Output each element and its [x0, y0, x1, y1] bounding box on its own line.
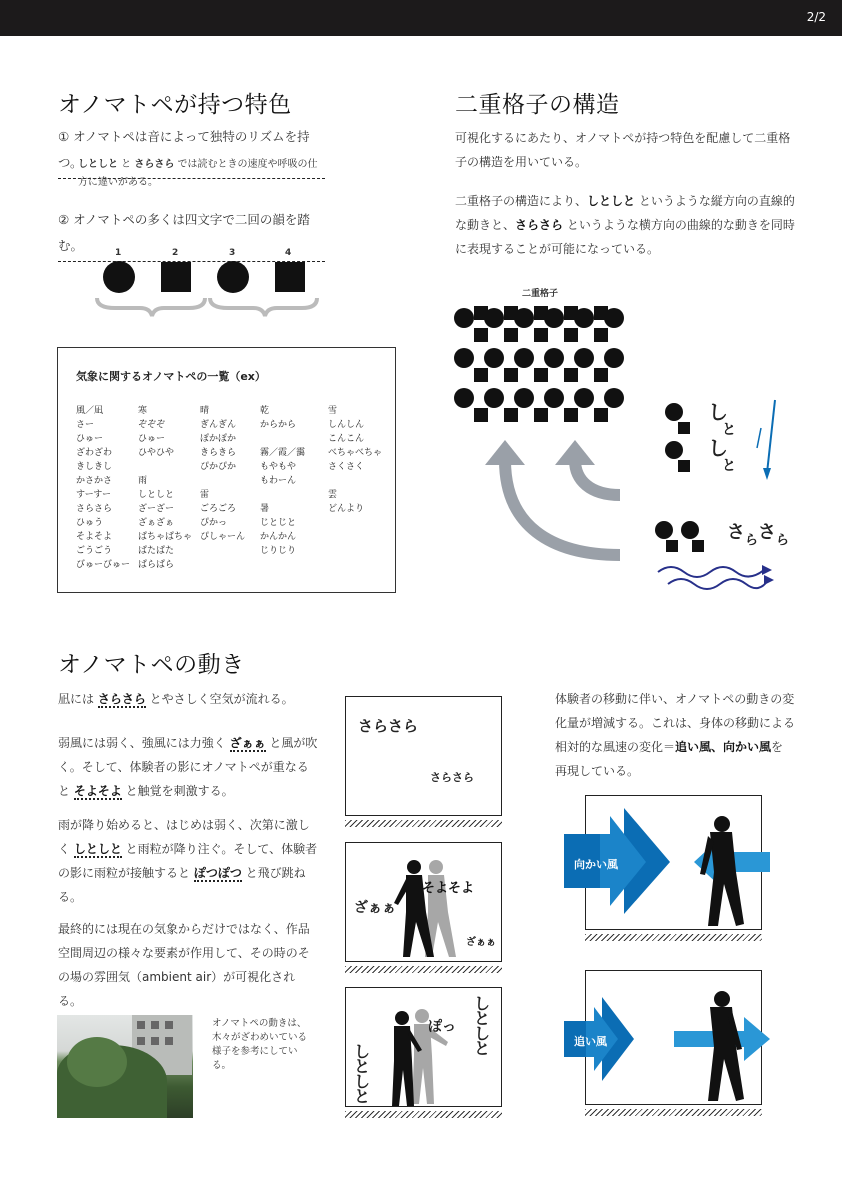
- list-cell: もやもや: [260, 462, 297, 472]
- list-cell: 寒: [138, 406, 148, 416]
- trees-photo: [57, 1015, 193, 1118]
- vertical-motif-icon: [660, 400, 700, 480]
- glyph: さ: [758, 522, 777, 543]
- scene-frame-1: [345, 696, 502, 816]
- para-text: 凪には: [58, 692, 98, 706]
- list-column-dry: [260, 404, 305, 558]
- frame1-word-1: さらさら: [358, 717, 419, 735]
- rain-lines-icon: [755, 398, 785, 483]
- list-cell: ぽかぽか: [200, 434, 237, 444]
- onomatopoeia-list-box: [57, 347, 396, 593]
- list-cell: さらさら: [76, 504, 113, 514]
- rhythm-diagram: [95, 244, 325, 324]
- list-cell: ざわざわ: [76, 448, 113, 458]
- shitoshito-word: しとしと: [587, 194, 636, 208]
- section2-para2: [455, 189, 795, 261]
- rhythm-number-3: 3: [229, 248, 236, 258]
- glyph: ら: [776, 533, 790, 548]
- list-cell: ぱたぱた: [138, 546, 175, 556]
- tailwind-frame: [574, 970, 762, 1105]
- ground-hatch: [345, 820, 502, 827]
- para-text: と風が吹く。そして、体験者の影にオノマトペが重なると: [58, 736, 318, 798]
- section3-para3: [58, 813, 318, 909]
- list-cell: ごうごう: [76, 546, 113, 556]
- list-cell: ぱらぱら: [138, 560, 175, 570]
- para-text: 二重格子の構造により、: [455, 194, 588, 208]
- list-cell: 雷: [200, 490, 210, 500]
- section2-para1: 可視化するにあたり、オノマトペが持つ特色を配慮して二重格子の構造を用いている。: [455, 131, 791, 169]
- list-cell: 雨: [138, 476, 148, 486]
- curved-arrows-icon: [480, 430, 630, 565]
- tailwind-label: 追い風: [574, 1035, 607, 1048]
- section3-right-para: [555, 687, 795, 783]
- body-text: では読むときの速度や呼吸の仕: [174, 159, 318, 170]
- para-text: と触覚を刺激する。: [121, 784, 234, 798]
- rhythm-number-1: 1: [115, 248, 122, 258]
- para-text: 体験者の移動に伴い、オノマトペの動きの変化量が増減する。これは、身体の移動による相対的な風速の変化＝: [555, 692, 796, 754]
- list-cell: [260, 432, 305, 446]
- list-cell: 風／凪: [76, 406, 104, 416]
- list-cell: 雲: [328, 490, 338, 500]
- para-text: と飛び跳ねる。: [58, 866, 306, 904]
- glyph: さ: [727, 522, 745, 543]
- list-cell: かんかん: [260, 532, 297, 542]
- sarasara-word: さらさら: [134, 159, 175, 170]
- frame1-word-2: さらさら: [430, 771, 474, 784]
- frame3-word-1: しとしと: [354, 1042, 371, 1106]
- shitoshito-word: しとしと: [73, 842, 122, 856]
- list-cell: からから: [260, 420, 297, 430]
- list-cell: ぞぞぞ: [138, 420, 166, 430]
- list-cell: ぴしゃーん: [200, 532, 246, 542]
- list-cell: ぴかっ: [200, 518, 228, 528]
- person-silhouette-icon: [696, 989, 756, 1105]
- list-cell: もわーん: [260, 476, 297, 486]
- zaaa-word: ざぁぁ: [229, 736, 266, 750]
- list-cell: きしきし: [76, 462, 113, 472]
- list-cell: すーすー: [76, 490, 112, 500]
- glyph: と: [722, 458, 736, 474]
- horizontal-sarasara: [727, 518, 790, 548]
- list-cell: こんこん: [328, 434, 365, 444]
- photo-note: オノマトペの動きは、木々がざわめいている様子を参考にしている。: [212, 1018, 308, 1071]
- page-number: 2/2: [806, 10, 826, 24]
- list-title: 気象に関するオノマトペの一覧（ex）: [76, 370, 266, 383]
- horizontal-motif-icon: [652, 518, 722, 554]
- frame3-word-2: ぽっ: [428, 1019, 456, 1035]
- wind-emphasis: 追い風、向かい風: [675, 740, 772, 754]
- list-cell: ひゅう: [76, 518, 104, 528]
- square-shape: [275, 262, 305, 292]
- frame3-word-3: しとしと: [474, 994, 491, 1058]
- para-text: 弱風には弱く、強風には力強く: [58, 736, 230, 750]
- section3-para1: [58, 687, 318, 711]
- list-cell: しとしと: [138, 490, 175, 500]
- square-shape: [161, 262, 191, 292]
- brace-icon: [95, 296, 320, 318]
- circle-shape: [103, 261, 135, 293]
- list-cell: ぎんぎん: [200, 420, 237, 430]
- list-cell: ざぁざぁ: [138, 518, 175, 528]
- list-column-snow: [328, 404, 382, 516]
- section2-title: 二重格子の構造: [455, 92, 620, 118]
- list-cell: [200, 474, 245, 488]
- section3-title: オノマトペの動き: [58, 652, 245, 678]
- list-cell: びゅーびゅー: [76, 560, 131, 570]
- glyph: し: [708, 400, 728, 424]
- rhythm-number-4: 4: [285, 248, 292, 258]
- frame2-word-1: ざぁぁ: [354, 900, 396, 916]
- list-cell: 暑: [260, 504, 270, 514]
- glyph: と: [722, 422, 736, 438]
- list-cell: [138, 460, 192, 474]
- list-cell: ぴかぴか: [200, 462, 237, 472]
- top-bar: [0, 0, 842, 36]
- section3-para4: 最終的には現在の気象からだけではなく、作品空間周辺の様々な要素が作用して、その時のその場の雰囲気（ambient air）が可視化される。: [58, 922, 310, 1008]
- list-cell: さー: [76, 420, 95, 430]
- para-text: というような縦方向の直線的な動きと、: [455, 194, 795, 232]
- list-cell: 晴: [200, 406, 210, 416]
- vertical-shitoshito: [708, 400, 736, 475]
- list-cell: ひゅー: [138, 434, 166, 444]
- list-cell: じとじと: [260, 518, 297, 528]
- list-cell: ざーざー: [138, 504, 175, 514]
- point1-body: [78, 156, 328, 192]
- para-text: を再現している。: [555, 740, 784, 778]
- list-cell: ひやひや: [138, 448, 175, 458]
- ground-hatch: [345, 966, 502, 973]
- list-cell: しんしん: [328, 420, 365, 430]
- list-cell: かさかさ: [76, 476, 113, 486]
- list-cell: [328, 474, 382, 488]
- headwind-label: 向かい風: [574, 858, 618, 871]
- list-column-sunny: [200, 404, 245, 544]
- list-cell: さくさく: [328, 462, 365, 472]
- list-cell: じりじり: [260, 546, 297, 556]
- para-text: とやさしく空気が流れる。: [145, 692, 294, 706]
- list-cell: 霧／霞／靄: [260, 448, 306, 458]
- scene-frame-2: [345, 842, 502, 962]
- walking-figures-icon: [386, 857, 476, 963]
- shitoshito-word: しとしと: [78, 159, 118, 170]
- list-cell: [260, 488, 305, 502]
- para-text: というような横方向の曲線的な動きを同時に表現することが可能になっている。: [455, 218, 795, 256]
- section3-para2: [58, 731, 318, 803]
- para-text: 雨が降り始めると、はじめは弱く、次第に激しく: [58, 818, 310, 856]
- scene-frame-3: [345, 987, 502, 1107]
- point2-heading: ② オノマトペの多くは四文字で二回の韻を踏む。: [58, 207, 325, 262]
- list-cell: ぱちゃぱちゃ: [138, 532, 193, 542]
- double-grid-pattern: [450, 300, 640, 430]
- grid-row-1: [454, 306, 624, 342]
- list-cell: きらきら: [200, 448, 237, 458]
- wave-lines-icon: [656, 562, 776, 597]
- glyph: ら: [745, 533, 759, 548]
- headwind-frame: [574, 795, 762, 930]
- rhythm-number-2: 2: [172, 248, 179, 258]
- grid-caption: 二重格子: [522, 289, 559, 299]
- list-column-wind: [76, 404, 130, 572]
- list-cell: どんより: [328, 504, 365, 514]
- point1-heading: ① オノマトペは音によって独特のリズムを持つ。: [58, 124, 325, 179]
- person-silhouette-icon: [696, 814, 756, 930]
- para-text: と雨粒が降り注ぐ。そして、体験者の影に雨粒が接触すると: [58, 842, 318, 880]
- list-column-cold: [138, 404, 192, 572]
- connector-text: と: [118, 159, 135, 170]
- frame2-word-2: そよそよ: [422, 881, 475, 896]
- list-cell: 雪: [328, 406, 338, 416]
- circle-shape: [217, 261, 249, 293]
- glyph: し: [708, 436, 728, 460]
- list-cell: べちゃべちゃ: [328, 448, 383, 458]
- frame2-word-3: ざぁぁ: [466, 937, 496, 948]
- soyosoyo-word: そよそよ: [73, 784, 122, 798]
- ground-hatch: [585, 934, 762, 941]
- potsupotsu-word: ぽつぽつ: [193, 866, 242, 880]
- sarasara-word: さらさら: [97, 692, 146, 706]
- sarasara-word: さらさら: [515, 218, 564, 232]
- list-cell: そよそよ: [76, 532, 113, 542]
- ground-hatch: [585, 1109, 762, 1116]
- body-text-2: 方に違いがある。: [78, 177, 158, 188]
- ground-hatch: [345, 1111, 502, 1118]
- list-cell: ひゅー: [76, 434, 104, 444]
- list-cell: ごろごろ: [200, 504, 237, 514]
- section1-title: オノマトペが持つ特色: [58, 92, 292, 118]
- list-cell: 乾: [260, 406, 270, 416]
